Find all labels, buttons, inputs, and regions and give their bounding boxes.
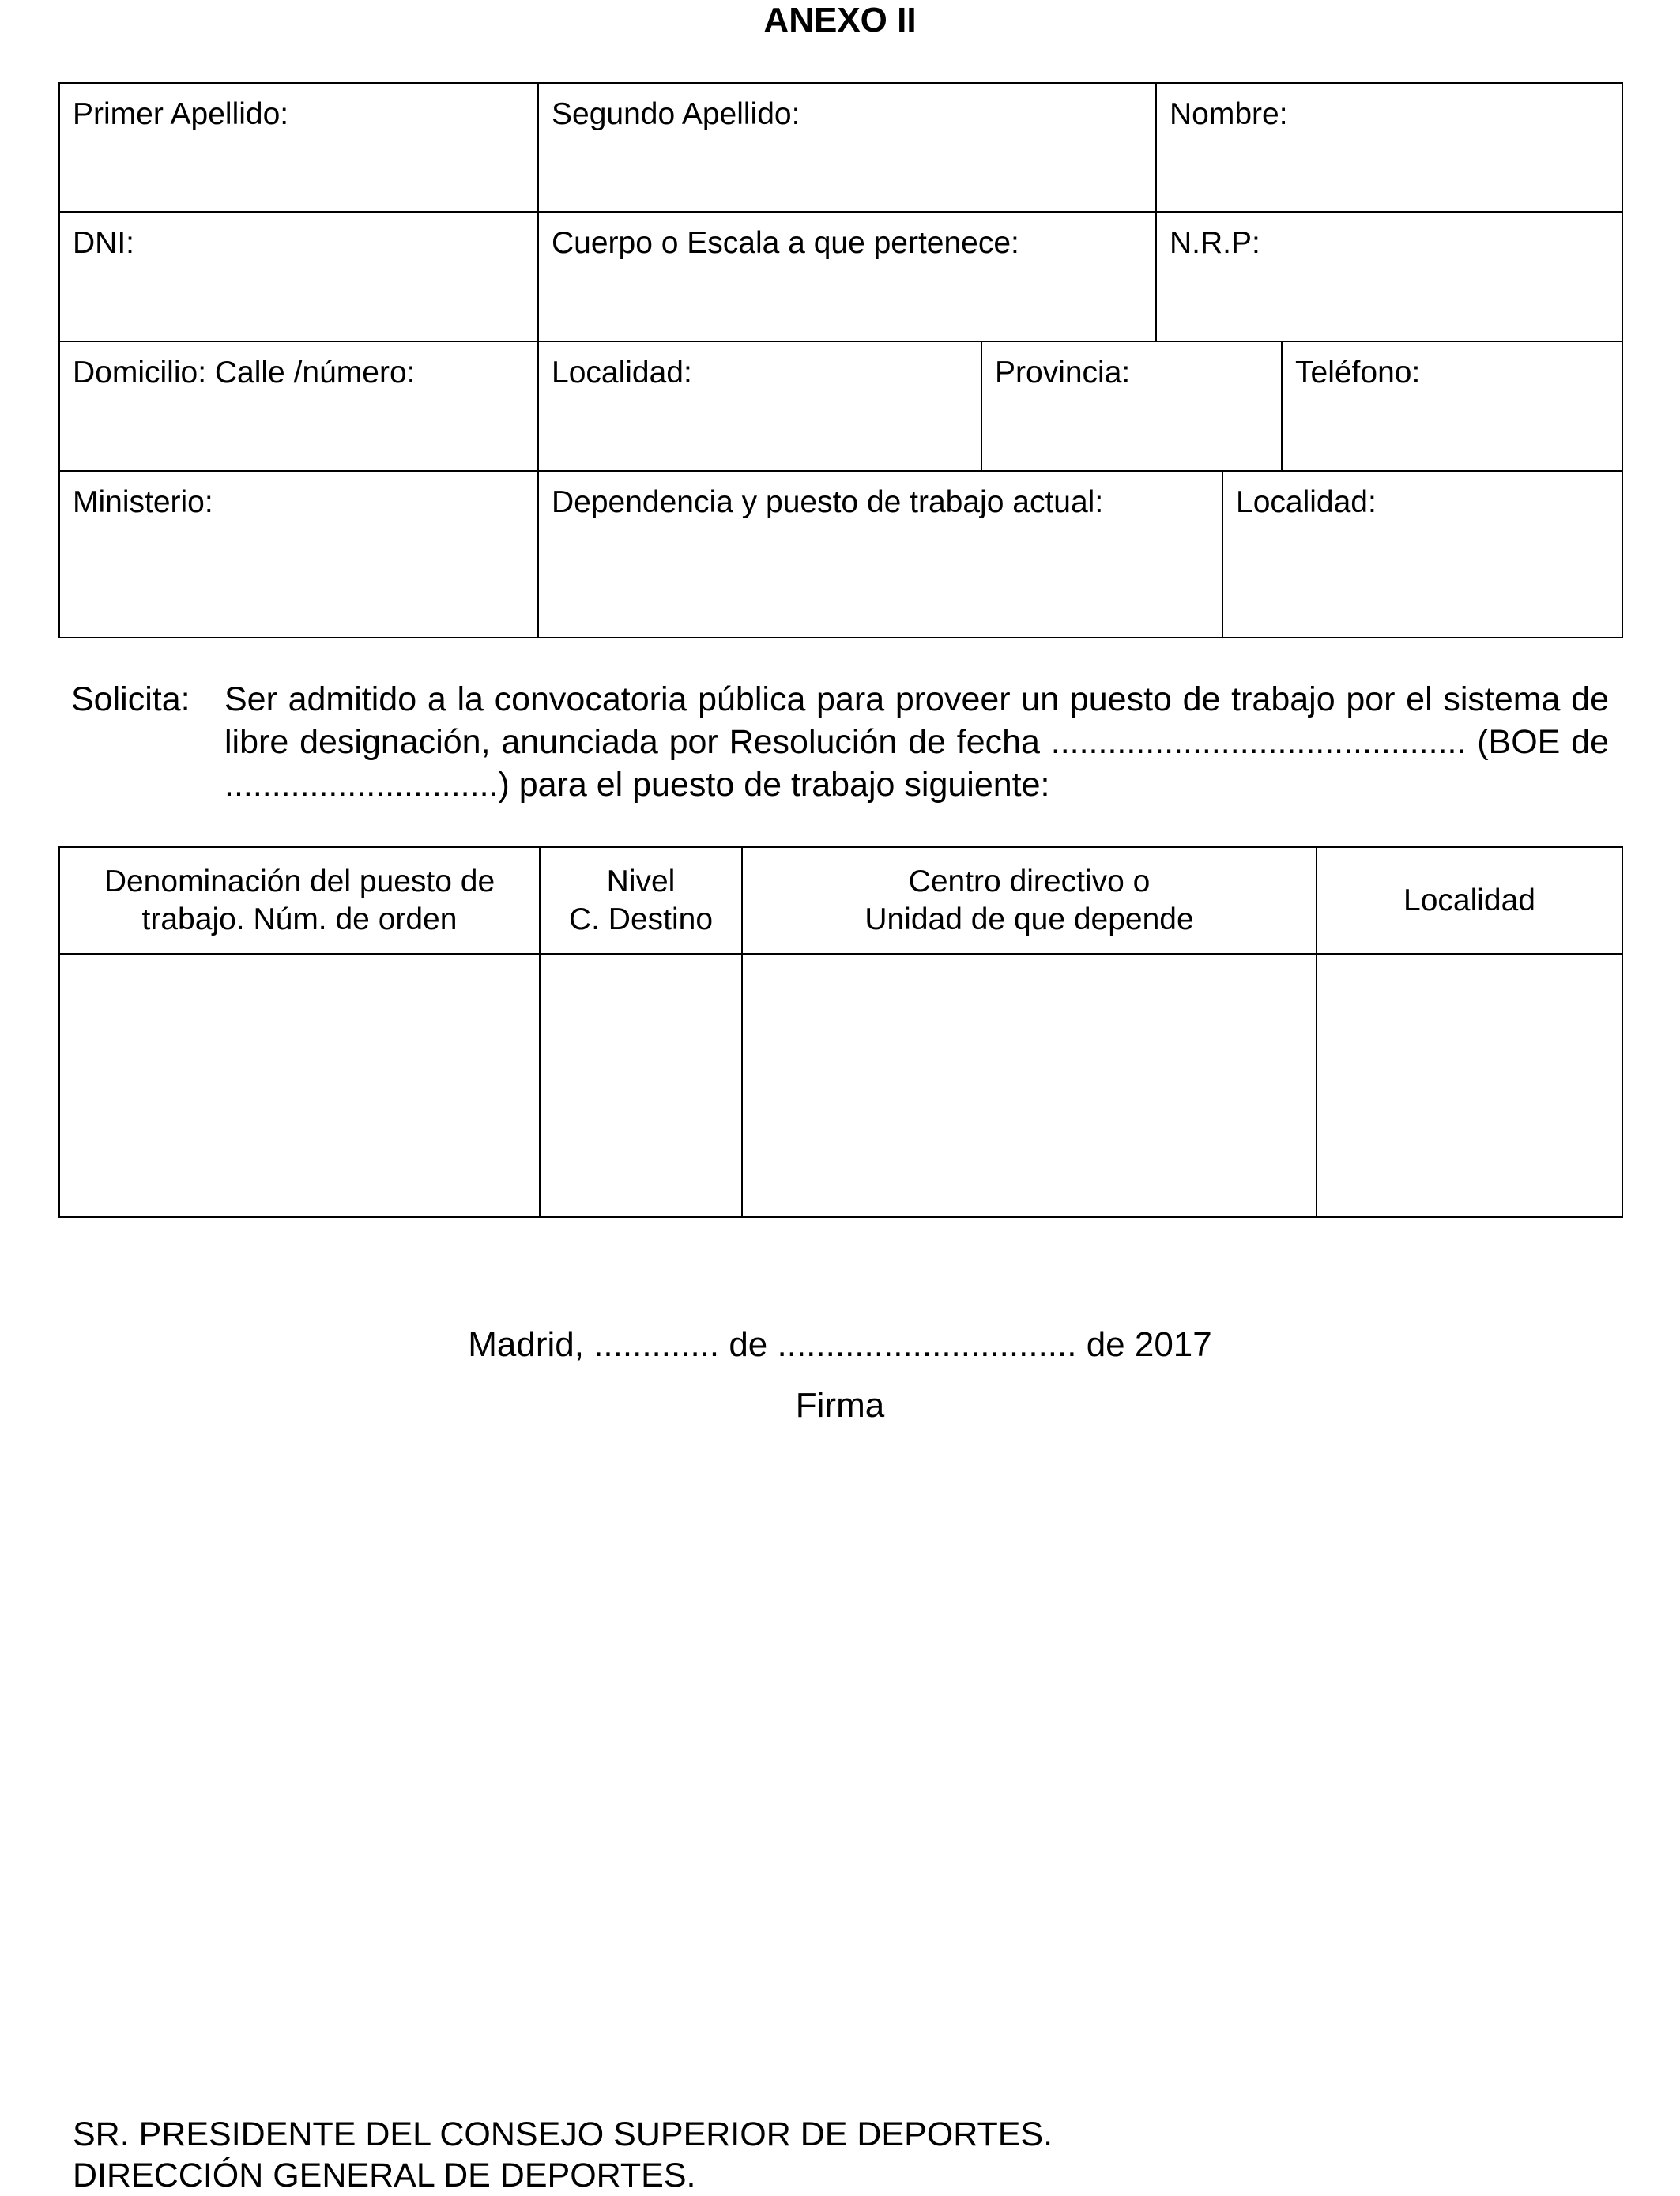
header-localidad-line1: Localidad [1403,883,1535,917]
localidad-trabajo-field[interactable]: Localidad: [1236,485,1377,519]
document-title: ANEXO II [763,1,917,40]
position-denominacion-input[interactable] [60,955,539,1216]
header-denominacion-line2: trabajo. Núm. de orden [141,902,458,936]
header-centro-line2: Unidad de que depende [864,902,1194,936]
provincia-field[interactable]: Provincia: [995,356,1131,390]
header-centro-line1: Centro directivo o [908,864,1151,898]
nombre-field[interactable]: Nombre: [1170,97,1288,131]
dni-field[interactable]: DNI: [73,226,134,260]
ministerio-field[interactable]: Ministerio: [73,485,213,519]
header-centro-directivo [743,848,1316,953]
position-localidad-input[interactable] [1317,955,1622,1216]
header-nivel-line1: Nivel [606,864,676,898]
position-nivel-input[interactable] [541,955,741,1216]
header-denominacion [60,848,539,953]
addressee-line1: SR. PRESIDENTE DEL CONSEJO SUPERIOR DE DEPORTES. [73,2115,1053,2153]
place-date-line: Madrid, ............. de ............................... de 2017 [468,1325,1212,1364]
cuerpo-escala-field[interactable]: Cuerpo o Escala a que pertenece: [552,226,1019,260]
solicita-label: Solicita: [71,680,190,718]
solicita-text: Ser admitido a la convocatoria pública para proveer un puesto de trabajo por el sistema de libre designación, anunciada por Resolución de fecha ............................................ (BOE de .............................) para el puesto de trabajo siguiente: [224,680,1609,804]
header-localidad [1317,848,1622,953]
telefono-field[interactable]: Teléfono: [1295,356,1421,390]
localidad-domicilio-field[interactable]: Localidad: [552,356,692,390]
header-nivel [541,848,741,953]
domicilio-field[interactable]: Domicilio: Calle /número: [73,356,416,390]
header-denominacion-line1: Denominación del puesto de [104,864,495,898]
header-nivel-line2: C. Destino [568,902,714,936]
nrp-field[interactable]: N.R.P: [1170,226,1260,260]
position-centro-input[interactable] [743,955,1316,1216]
segundo-apellido-field[interactable]: Segundo Apellido: [552,97,800,131]
addressee-line2: DIRECCIÓN GENERAL DE DEPORTES. [73,2156,696,2194]
primer-apellido-field[interactable]: Primer Apellido: [73,97,289,131]
dependencia-puesto-field[interactable]: Dependencia y puesto de trabajo actual: [552,485,1104,519]
signature-label: Firma [795,1386,885,1425]
